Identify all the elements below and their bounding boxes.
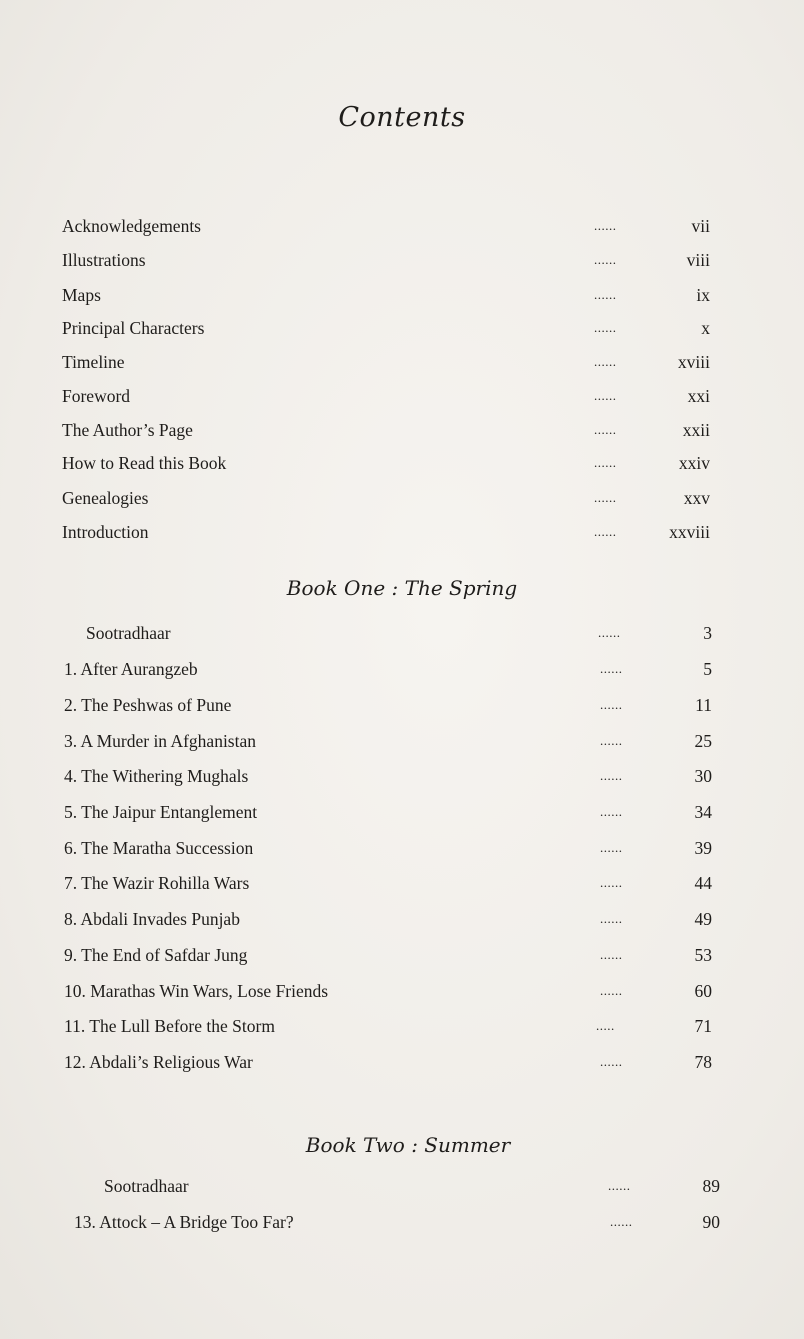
toc-entry bbox=[62, 517, 722, 547]
toc-entry-label: 13. Attock – A Bridge Too Far? bbox=[74, 1212, 294, 1232]
toc-entry-page: 5 bbox=[703, 659, 712, 679]
toc-entry-leader: ...... bbox=[594, 252, 617, 267]
toc-entry-label: The Author’s Page bbox=[62, 420, 193, 440]
toc-entry-label: 5. The Jaipur Entanglement bbox=[64, 802, 258, 822]
toc-entry-leader: ..... bbox=[596, 1018, 615, 1033]
toc-entry-leader: ...... bbox=[600, 661, 623, 676]
page-title: Contents bbox=[338, 102, 466, 133]
toc-entry-page: ix bbox=[696, 285, 710, 305]
toc-entry-page: 11 bbox=[695, 695, 712, 715]
toc-entry-page: 34 bbox=[694, 802, 712, 822]
toc-entry-label: 7. The Wazir Rohilla Wars bbox=[64, 873, 250, 893]
toc-entry bbox=[104, 1171, 722, 1201]
toc-entry-page: 3 bbox=[703, 623, 712, 643]
toc-entry bbox=[62, 415, 722, 445]
toc-entry bbox=[62, 976, 722, 1006]
toc-entry bbox=[62, 245, 722, 275]
toc-entry-leader: ...... bbox=[594, 388, 617, 403]
toc-entry-page: 44 bbox=[694, 873, 712, 893]
toc-entry bbox=[62, 904, 722, 934]
toc-entry-label: 1. After Aurangzeb bbox=[64, 659, 198, 679]
toc-entry-page: xviii bbox=[677, 352, 710, 372]
toc-entry-leader: ...... bbox=[594, 455, 617, 470]
toc-entry-leader: ...... bbox=[600, 983, 623, 998]
toc-entry bbox=[62, 448, 722, 478]
toc-entry bbox=[62, 833, 722, 863]
toc-entry bbox=[62, 868, 722, 898]
toc-entry-page: 78 bbox=[694, 1052, 712, 1072]
toc-entry-leader: ...... bbox=[600, 947, 623, 962]
toc-entry-leader: ...... bbox=[594, 287, 617, 302]
toc-entry-page: viii bbox=[686, 250, 710, 270]
toc-entry-leader: ...... bbox=[600, 875, 623, 890]
toc-entry-leader: ...... bbox=[594, 490, 617, 505]
toc-entry-page: xxiv bbox=[678, 453, 710, 473]
toc-entry-label: Sootradhaar bbox=[86, 623, 171, 643]
toc-entry-page: x bbox=[701, 318, 710, 338]
toc-entry-label: Illustrations bbox=[62, 250, 146, 270]
toc-entry-label: Maps bbox=[62, 285, 101, 305]
toc-entry-label: 8. Abdali Invades Punjab bbox=[64, 909, 240, 929]
toc-entry-leader: ...... bbox=[610, 1214, 633, 1229]
toc-entry bbox=[74, 1207, 722, 1237]
toc-entry-page: 53 bbox=[694, 945, 712, 965]
toc-entry-label: Sootradhaar bbox=[104, 1176, 189, 1196]
toc-entry-page: xxii bbox=[682, 420, 710, 440]
toc-entry-page: 25 bbox=[694, 731, 712, 751]
toc-entry-page: xxv bbox=[683, 488, 710, 508]
toc-entry-label: 10. Marathas Win Wars, Lose Friends bbox=[64, 981, 329, 1001]
toc-entry-leader: ...... bbox=[598, 625, 621, 640]
toc-entry bbox=[62, 211, 722, 241]
toc-entry bbox=[62, 940, 722, 970]
toc-entry-leader: ...... bbox=[600, 1054, 623, 1069]
toc-entry-leader: ...... bbox=[600, 804, 623, 819]
toc-entry-leader: ...... bbox=[594, 354, 617, 369]
toc-entry-page: 71 bbox=[694, 1016, 712, 1036]
section-heading-book-one: Book One : The Spring bbox=[286, 576, 518, 600]
toc-entry-label: Genealogies bbox=[62, 488, 149, 508]
section-heading-book-two: Book Two : Summer bbox=[305, 1133, 511, 1157]
toc-entry-label: How to Read this Book bbox=[62, 453, 227, 473]
toc-entry-label: Foreword bbox=[62, 386, 131, 406]
toc-entry bbox=[62, 797, 722, 827]
toc-entry-label: 11. The Lull Before the Storm bbox=[64, 1016, 275, 1036]
toc-entry-label: Acknowledgements bbox=[62, 216, 201, 236]
toc-entry-label: Introduction bbox=[62, 522, 149, 542]
toc-entry-leader: ...... bbox=[600, 911, 623, 926]
toc-entry-page: vii bbox=[691, 216, 710, 236]
toc-entry bbox=[62, 761, 722, 791]
toc-entry bbox=[62, 726, 722, 756]
toc-entry-page: 39 bbox=[694, 838, 712, 858]
toc-entry-page: xxi bbox=[687, 386, 710, 406]
toc-entry-page: 60 bbox=[694, 981, 712, 1001]
toc-entry-leader: ...... bbox=[600, 768, 623, 783]
toc-entry bbox=[62, 347, 722, 377]
toc-entry-page: 49 bbox=[694, 909, 712, 929]
toc-entry bbox=[62, 1047, 722, 1077]
toc-entry-leader: ...... bbox=[594, 320, 617, 335]
toc-entry bbox=[62, 280, 722, 310]
toc-entry bbox=[62, 1011, 722, 1041]
toc-entry bbox=[62, 690, 722, 720]
toc-entry-label: Principal Characters bbox=[62, 318, 205, 338]
toc-entry-label: Timeline bbox=[62, 352, 125, 372]
toc-entry-leader: ...... bbox=[594, 218, 617, 233]
toc-entry-label: 9. The End of Safdar Jung bbox=[64, 945, 248, 965]
toc-entry-leader: ...... bbox=[594, 524, 617, 539]
toc-entry-label: 2. The Peshwas of Pune bbox=[64, 695, 232, 715]
toc-entry bbox=[62, 483, 722, 513]
toc-entry-label: 4. The Withering Mughals bbox=[64, 766, 249, 786]
toc-entry-leader: ...... bbox=[600, 697, 623, 712]
toc-entry bbox=[62, 381, 722, 411]
toc-entry-leader: ...... bbox=[600, 840, 623, 855]
toc-entry-leader: ...... bbox=[600, 733, 623, 748]
toc-entry-leader: ...... bbox=[594, 422, 617, 437]
toc-entry-label: 6. The Maratha Succession bbox=[64, 838, 254, 858]
toc-entry-page: 89 bbox=[702, 1176, 720, 1196]
toc-entry-page: xxviii bbox=[669, 522, 710, 542]
toc-entry-page: 30 bbox=[694, 766, 712, 786]
toc-entry-leader: ...... bbox=[608, 1178, 631, 1193]
toc-entry-page: 90 bbox=[702, 1212, 720, 1232]
toc-entry-label: 12. Abdali’s Religious War bbox=[64, 1052, 253, 1072]
toc-entry bbox=[62, 654, 722, 684]
toc-entry-label: 3. A Murder in Afghanistan bbox=[64, 731, 256, 751]
toc-entry bbox=[72, 618, 722, 648]
toc-entry bbox=[62, 313, 722, 343]
